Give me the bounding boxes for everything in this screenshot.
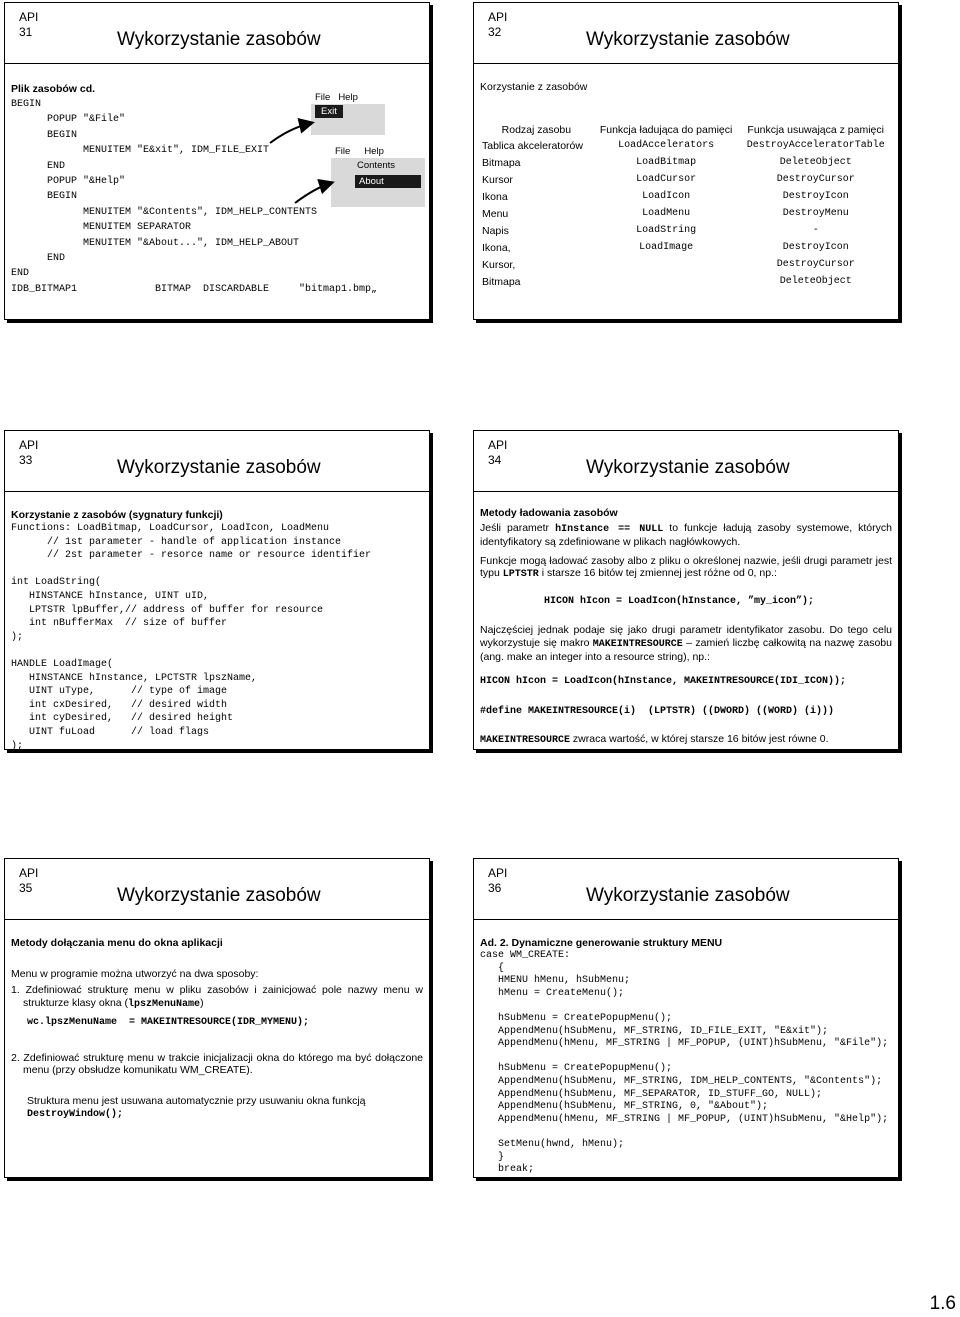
code-line: END	[11, 160, 66, 172]
code-line	[11, 563, 423, 577]
table-row	[480, 276, 892, 293]
slide-number: 31	[19, 25, 33, 39]
code-line	[480, 1051, 892, 1064]
page-number: 1.6	[929, 1293, 956, 1314]
slide-api-label: API	[19, 438, 39, 452]
code-line: MENUITEM SEPARATOR	[11, 222, 192, 234]
code-line: hSubMenu = CreatePopupMenu();	[480, 1012, 673, 1024]
slide-api-label: API	[488, 10, 508, 24]
table-cell: Ikona,	[482, 242, 511, 254]
table-cell: Bitmapa	[482, 276, 521, 288]
table-row	[480, 225, 892, 242]
slide-api-label: API	[19, 10, 39, 24]
table-cell: LoadImage	[639, 242, 694, 253]
slide-heading: Ad. 2. Dynamiczne generowanie struktury MENU	[480, 937, 723, 949]
slide-number: 34	[488, 453, 502, 467]
code-example-2: HICON hIcon = LoadIcon(hInstance, MAKEINTRESOURCE(IDI_ICON));	[480, 675, 847, 687]
arrow-icons	[5, 3, 431, 321]
table-row	[480, 208, 892, 225]
slide-heading: Plik zasobów cd.	[11, 83, 96, 95]
divider	[474, 919, 898, 920]
divider	[474, 63, 898, 64]
code-line: );	[11, 740, 24, 752]
slide-api-label: API	[19, 866, 39, 880]
code-line: AppendMenu(hMenu, MF_STRING | MF_POPUP, (UINT)hSubMenu, "&Help");	[480, 1113, 889, 1125]
table-cell: DeleteObject	[779, 276, 852, 287]
table-cell: Kursor	[482, 174, 513, 186]
code-line	[11, 644, 423, 658]
arrow-icon	[295, 183, 331, 203]
table-row	[480, 259, 892, 276]
note-code: DestroyWindow();	[27, 1109, 124, 1120]
table-row	[480, 242, 892, 259]
slide-api-label: API	[488, 438, 508, 452]
paragraph-2: Funkcje mogą ładować zasoby albo z pliku o określonej nazwie, jeśli drugi parametr jest typu LPTSTR i starsze 16 bitów tej zmiennej jest różne od 0, np.:	[480, 554, 892, 580]
code-line: }	[480, 1151, 505, 1163]
code-line: UINT uType, // type of image	[11, 686, 228, 698]
slide-31	[4, 2, 430, 320]
menu-file-label: File	[335, 146, 351, 157]
table-cell: Bitmapa	[482, 157, 521, 169]
code-line: END	[11, 268, 30, 280]
slide-number: 35	[19, 881, 33, 895]
code-line: );	[11, 631, 24, 643]
table-cell: -	[812, 225, 819, 236]
code-line: MENUITEM "&About...", IDM_HELP_ABOUT	[11, 237, 300, 249]
code-line: {	[480, 962, 505, 974]
table-row	[480, 140, 892, 157]
code-line: hMenu = CreateMenu();	[480, 987, 625, 999]
code-line: case WM_CREATE:	[480, 950, 571, 961]
code-line: AppendMenu(hMenu, MF_STRING | MF_POPUP, (UINT)hSubMenu, "&File");	[480, 1038, 889, 1050]
paragraph-1: Jeśli parametr hInstance == NULL to funkcje ładują zasoby systemowe, których identyfikatory są zdefiniowane w plikach nagłówkowych.	[480, 521, 892, 548]
slide-number: 36	[488, 881, 502, 895]
resource-table	[480, 124, 892, 293]
slide-heading: Korzystanie z zasobów (sygnatury funkcji)	[11, 509, 223, 521]
menu-item-exit: Exit	[315, 105, 343, 118]
code-line: hSubMenu = CreatePopupMenu();	[480, 1063, 673, 1075]
code-line: // 1st parameter - handle of application instance	[11, 536, 342, 548]
table-cell: LoadCursor	[636, 174, 697, 185]
code-line: int nBufferMax // size of buffer	[11, 618, 228, 630]
table-row	[480, 157, 892, 174]
table-cell: LoadString	[636, 225, 697, 236]
code-line: HINSTANCE hInstance, LPCTSTR lpszName,	[11, 672, 258, 684]
code-line: HINSTANCE hInstance, UINT uID,	[11, 590, 210, 602]
method-1: 1. Zdefiniować strukturę menu w pliku zasobów i zainicjować pole nazwy menu w strukturze klasy okna (lpszMenuName)	[11, 984, 423, 1010]
code-line: BEGIN	[11, 99, 42, 110]
slide-title: Wykorzystanie zasobów	[586, 29, 790, 50]
paragraph-3: Najczęściej jednak podaje się jako drugi parametr identyfikator zasobu. Do tego celu wykorzystuje się makro MAKEINTRESOURCE – zamień liczbę całkowitą na nazwę zasobu (ang. make an integer into a resource string), np.:	[480, 624, 892, 663]
slide-title: Wykorzystanie zasobów	[117, 457, 321, 478]
table-header-cell: Rodzaj zasobu	[501, 124, 572, 136]
slide-title: Wykorzystanie zasobów	[586, 885, 790, 906]
code-line: AppendMenu(hSubMenu, MF_SEPARATOR, ID_STUFF_GO, NULL);	[480, 1088, 823, 1100]
slide-33	[4, 430, 430, 750]
menu-item-about: About	[355, 175, 421, 188]
slide-heading: Metody ładowania zasobów	[480, 507, 618, 519]
table-cell: Ikona	[482, 191, 508, 203]
code-line: AppendMenu(hSubMenu, MF_STRING, IDM_HELP_CONTENTS, "&Contents");	[480, 1075, 883, 1087]
code-block	[480, 950, 892, 1177]
table-cell: DestroyIcon	[782, 191, 849, 202]
table-cell: DeleteObject	[779, 157, 852, 168]
code-line: int cxDesired, // desired width	[11, 699, 228, 711]
table-cell: DestroyCursor	[776, 259, 855, 270]
code-line: int LoadString(	[11, 577, 102, 589]
code-line: POPUP "&File"	[11, 114, 126, 126]
code-example: wc.lpszMenuName = MAKEINTRESOURCE(IDR_MYMENU);	[27, 1017, 310, 1028]
table-cell: DestroyMenu	[782, 208, 849, 219]
table-row	[480, 191, 892, 208]
code-line: IDB_BITMAP1 BITMAP DISCARDABLE "bitmap1.bmp„	[11, 283, 378, 295]
code-line: AppendMenu(hSubMenu, MF_STRING, ID_FILE_EXIT, "E&xit");	[480, 1025, 829, 1037]
table-cell: Kursor,	[482, 259, 516, 271]
table-row	[480, 174, 892, 191]
code-line: HMENU hMenu, hSubMenu;	[480, 975, 631, 987]
menu-item-contents: Contents	[357, 160, 396, 171]
table-header-cell: Funkcja ładująca do pamięci	[599, 124, 733, 136]
slide-number: 32	[488, 25, 502, 39]
code-line: BEGIN	[11, 129, 78, 141]
slide-heading: Korzystanie z zasobów	[480, 81, 588, 93]
code-line: LPTSTR lpBuffer,// address of buffer for resource	[11, 604, 324, 616]
slide-35	[4, 858, 430, 1178]
table-cell: Napis	[482, 225, 509, 237]
menu-help-label: Help	[364, 146, 384, 157]
table-cell: DestroyCursor	[776, 174, 855, 185]
slide-title: Wykorzystanie zasobów	[117, 29, 321, 50]
code-line: POPUP "&Help"	[11, 175, 126, 187]
table-cell: LoadIcon	[642, 191, 691, 202]
table-cell: Menu	[482, 208, 509, 220]
slide-34	[473, 430, 899, 750]
code-example-3: #define MAKEINTRESOURCE(i) (LPTSTR) ((DWORD) ((WORD) (i)))	[480, 706, 835, 717]
menu-help-label: Help	[338, 92, 358, 103]
table-header-cell: Funkcja usuwająca z pamięci	[747, 124, 884, 136]
code-line: BEGIN	[11, 191, 78, 203]
divider	[5, 919, 429, 920]
paragraph-4: MAKEINTRESOURCE zwraca wartość, w której starsze 16 bitów jest równe 0.	[480, 732, 829, 746]
code-line: // 2st parameter - resorce name or resource identifier	[11, 550, 372, 562]
table-cell	[593, 276, 740, 293]
slide-title: Wykorzystanie zasobów	[586, 457, 790, 478]
code-line	[480, 1126, 892, 1139]
table-cell: LoadMenu	[642, 208, 691, 219]
slide-title: Wykorzystanie zasobów	[117, 885, 321, 906]
note-text: Struktura menu jest usuwana automatycznie przy usuwaniu okna funkcją	[27, 1094, 366, 1107]
divider	[474, 491, 898, 492]
divider	[5, 491, 429, 492]
table-cell: LoadAccelerators	[618, 140, 715, 151]
code-line	[480, 1000, 892, 1013]
arrow-icon	[270, 123, 311, 143]
code-line: AppendMenu(hSubMenu, MF_STRING, 0, "&About");	[480, 1101, 769, 1113]
slide-heading: Metody dołączania menu do okna aplikacji	[11, 937, 223, 949]
code-line: MENUITEM "E&xit", IDM_FILE_EXIT	[11, 145, 270, 157]
menu-file-label: File	[315, 92, 331, 103]
table-cell: LoadBitmap	[636, 157, 697, 168]
slide-number: 33	[19, 453, 33, 467]
table-cell: DestroyAcceleratorTable	[746, 140, 885, 151]
table-cell: Tablica akceleratorów	[482, 140, 583, 152]
method-2: 2. Zdefiniować strukturę menu w trakcie inicjalizacji okna do którego ma być dołączone menu (przy obsłudze komunikatu WM_CREATE).	[11, 1051, 423, 1076]
code-line: UINT fuLoad // load flags	[11, 726, 210, 738]
code-example-1: HICON hIcon = LoadIcon(hInstance, ”my_icon”);	[544, 595, 815, 607]
slide-36	[473, 858, 899, 1178]
table-header-row	[480, 124, 892, 140]
slide-api-label: API	[488, 866, 508, 880]
code-line: END	[11, 252, 66, 264]
code-line: break;	[480, 1164, 535, 1176]
table-cell: DestroyIcon	[782, 242, 849, 253]
code-line: Functions: LoadBitmap, LoadCursor, LoadIcon, LoadMenu	[11, 523, 330, 534]
code-block	[11, 522, 423, 753]
table-cell	[593, 259, 740, 276]
code-line: SetMenu(hwnd, hMenu);	[480, 1138, 625, 1150]
code-line: MENUITEM "&Contents", IDM_HELP_CONTENTS	[11, 206, 318, 218]
slide-32	[473, 2, 899, 320]
intro-text: Menu w programie można utworzyć na dwa sposoby:	[11, 967, 259, 980]
code-line: HANDLE LoadImage(	[11, 658, 114, 670]
code-line: int cyDesired, // desired height	[11, 713, 234, 725]
